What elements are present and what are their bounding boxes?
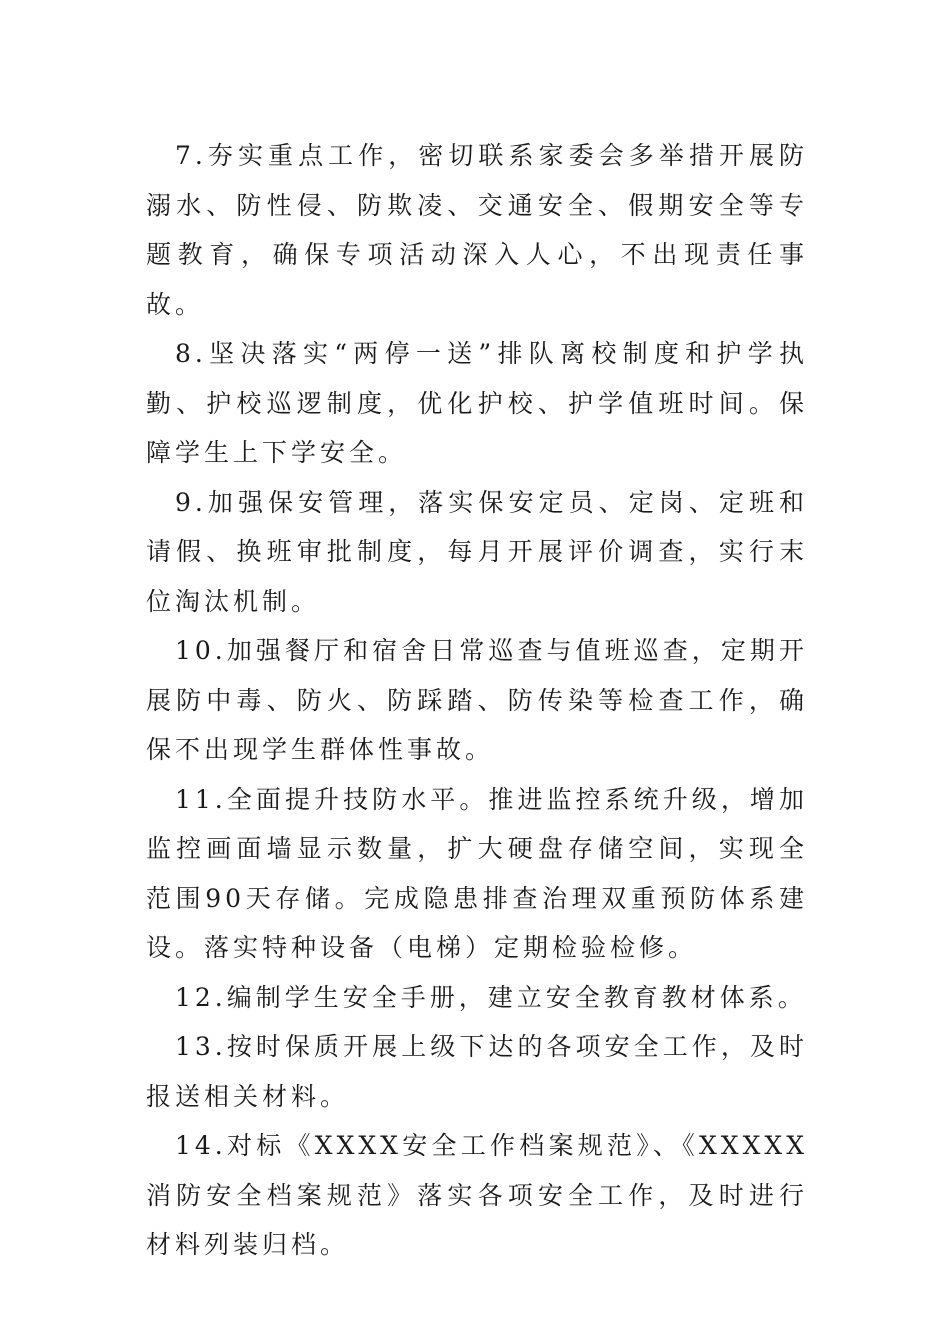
paragraph-item-13: 13.按时保质开展上级下达的各项安全工作，及时报送相关材料。: [146, 1032, 808, 1111]
paragraph-item-8: 8.坚决落实“两停一送”排队离校制度和护学执勤、护校巡逻制度，优化护校、护学值班时间。保障学生上下学安全。: [146, 339, 808, 467]
paragraph-item-14: 14.对标《XXXX安全工作档案规范》、《XXXXX消防安全档案规范》落实各项安全工作，及时进行材料列装归档。: [146, 1131, 808, 1259]
document-body: [146, 131, 808, 1270]
paragraph-item-10: 10.加强餐厅和宿舍日常巡查与值班巡查，定期开展防中毒、防火、防踩踏、防传染等检查工作，确保不出现学生群体性事故。: [146, 636, 808, 764]
paragraph-item-9: 9.加强保安管理，落实保安定员、定岗、定班和请假、换班审批制度，每月开展评价调查，实行末位淘汰机制。: [146, 487, 808, 616]
paragraph-item-11: 11.全面提升技防水平。推进监控系统升级，增加监控画面墙显示数量，扩大硬盘存储空间，实现全范围90天存储。完成隐患排查治理双重预防体系建设。落实特种设备（电梯）定期检验检修。: [146, 784, 808, 962]
paragraph-item-12: 12.编制学生安全手册，建立安全教育教材体系。: [175, 982, 807, 1012]
paragraph-item-7: 7.夯实重点工作，密切联系家委会多举措开展防溺水、防性侵、防欺凌、交通安全、假期安全等专题教育，确保专项活动深入人心，不出现责任事故。: [146, 141, 808, 319]
